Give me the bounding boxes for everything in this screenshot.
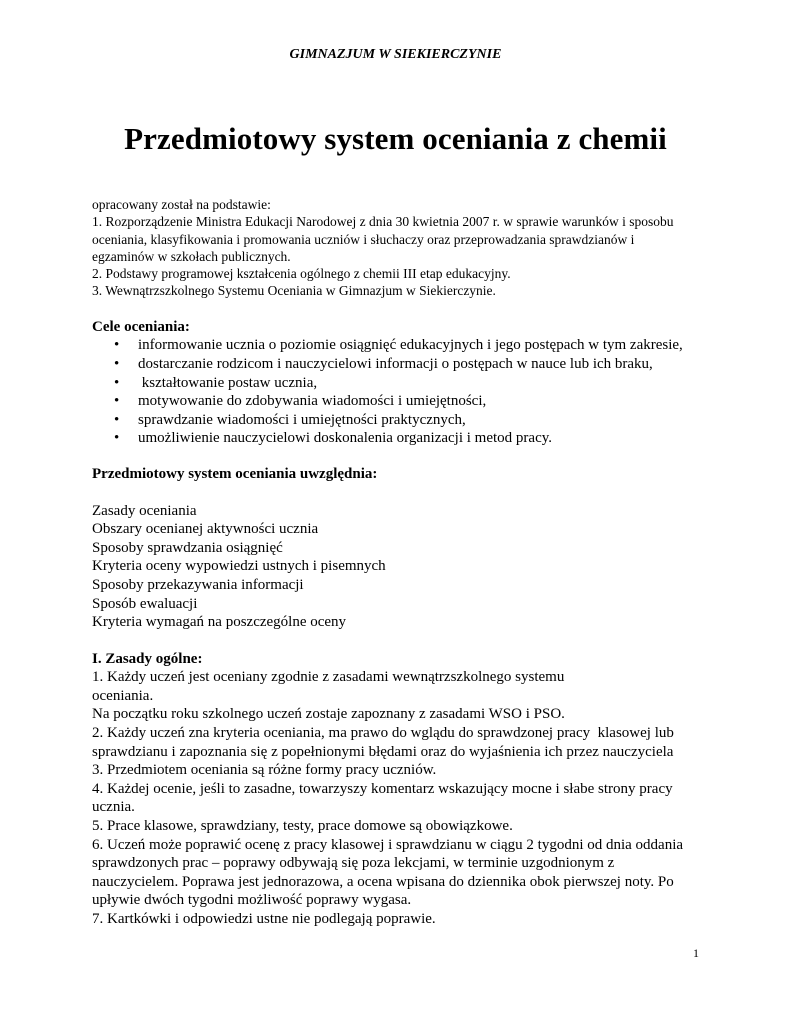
- list-item: Kryteria oceny wypowiedzi ustnych i pisemnych: [92, 558, 386, 575]
- goal-text: dostarczanie rodzicom i nauczycielowi informacji o postępach w nauce lub ich braku,: [138, 355, 653, 372]
- intro-line: 3. Wewnątrzszkolnego Systemu Oceniania w Gimnazjum w Siekierczynie.: [92, 283, 496, 299]
- bullet-icon: •: [114, 355, 120, 372]
- system-list: [92, 502, 712, 632]
- list-item: [92, 429, 712, 448]
- intro-line: oceniania, klasyfikowania i promowania uczniów i słuchaczy oraz przeprowadzania sprawdzianów i: [92, 231, 635, 247]
- list-item: [92, 355, 712, 374]
- goal-text: sprawdzanie wiadomości i umiejętności praktycznych,: [138, 411, 466, 428]
- goals-list: [92, 336, 712, 448]
- rule-line: 4. Każdej ocenie, jeśli to zasadne, towarzyszy komentarz wskazujący mocne i słabe strony pracy: [92, 780, 673, 797]
- rule-line: 6. Uczeń może poprawić ocenę z pracy klasowej i sprawdzianu w ciągu 2 tygodni od dnia oddania: [92, 836, 684, 853]
- rules-section: [92, 668, 712, 928]
- goal-text: kształtowanie postaw ucznia,: [138, 374, 318, 391]
- system-heading: Przedmiotowy system oceniania uwzględnia:: [92, 465, 378, 482]
- rule-line: ucznia.: [92, 799, 135, 816]
- bullet-icon: •: [114, 411, 120, 428]
- intro-line: opracowany został na podstawie:: [92, 197, 271, 212]
- list-item: Sposób ewaluacji: [92, 595, 198, 612]
- rule-line: Na początku roku szkolnego uczeń zostaje zapoznany z zasadami WSO i PSO.: [92, 706, 565, 723]
- rule-line: 5. Prace klasowe, sprawdziany, testy, prace domowe są obowiązkowe.: [92, 818, 513, 835]
- bullet-icon: •: [114, 393, 120, 410]
- bullet-icon: •: [114, 337, 120, 354]
- document-body: [92, 196, 712, 929]
- list-item: [92, 374, 712, 393]
- list-item: [92, 392, 712, 411]
- document-title: Przedmiotowy system oceniania z chemii: [124, 121, 667, 156]
- goal-text: umożliwienie nauczycielowi doskonalenia organizacji i metod pracy.: [138, 430, 553, 447]
- goal-text: informowanie ucznia o poziomie osiągnięć edukacyjnych i jego postępach w tym zakresie,: [138, 337, 683, 354]
- intro-line: 1. Rozporządzenie Ministra Edukacji Narodowej z dnia 30 kwietnia 2007 r. w sprawie warunków i sposobu: [92, 214, 674, 230]
- intro-section: [92, 196, 712, 300]
- list-item: Zasady oceniania: [92, 502, 197, 519]
- rules-heading: I. Zasady ogólne:: [92, 650, 203, 667]
- goals-heading: Cele oceniania:: [92, 318, 190, 335]
- bullet-icon: •: [114, 430, 120, 447]
- rule-line: oceniania.: [92, 687, 154, 704]
- goal-text: motywowanie do zdobywania wiadomości i umiejętności,: [138, 393, 487, 410]
- rule-line: upływie dwóch tygodni możliwość poprawy wygasa.: [92, 892, 412, 909]
- list-item: [92, 411, 712, 430]
- intro-line: egzaminów w szkołach publicznych.: [92, 248, 291, 264]
- page-number: 1: [693, 946, 699, 960]
- bullet-icon: •: [114, 374, 120, 391]
- rule-line: nauczycielem. Poprawa jest jednorazowa, a ocena wpisana do dziennika obok pierwszej noty. Po: [92, 873, 674, 890]
- list-item: Obszary ocenianej aktywności ucznia: [92, 521, 319, 538]
- list-item: Sposoby sprawdzania osiągnięć: [92, 539, 283, 556]
- list-item: Kryteria wymagań na poszczególne oceny: [92, 614, 347, 631]
- rule-line: 7. Kartkówki i odpowiedzi ustne nie podlegają poprawie.: [92, 911, 436, 927]
- list-item: Sposoby przekazywania informacji: [92, 576, 304, 593]
- rule-line: 2. Każdy uczeń zna kryteria oceniania, ma prawo do wglądu do sprawdzonej pracy klasowej lub: [92, 725, 674, 742]
- rule-line: sprawdzianu i zapoznania się z popełnionymi błędami oraz do wyjaśnienia ich przez nauczyciela: [92, 743, 674, 760]
- rule-line: 3. Przedmiotem oceniania są różne formy pracy uczniów.: [92, 762, 437, 779]
- list-item: [92, 336, 712, 355]
- school-header: GIMNAZJUM W SIEKIERCZYNIE: [289, 47, 502, 62]
- rule-line: sprawdzonych prac – poprawy odbywają się poza lekcjami, w terminie uzgodnionym z: [92, 855, 615, 872]
- rule-line: 1. Każdy uczeń jest oceniany zgodnie z zasadami wewnątrzszkolnego systemu: [92, 669, 565, 686]
- intro-line: 2. Podstawy programowej kształcenia ogólnego z chemii III etap edukacyjny.: [92, 266, 511, 282]
